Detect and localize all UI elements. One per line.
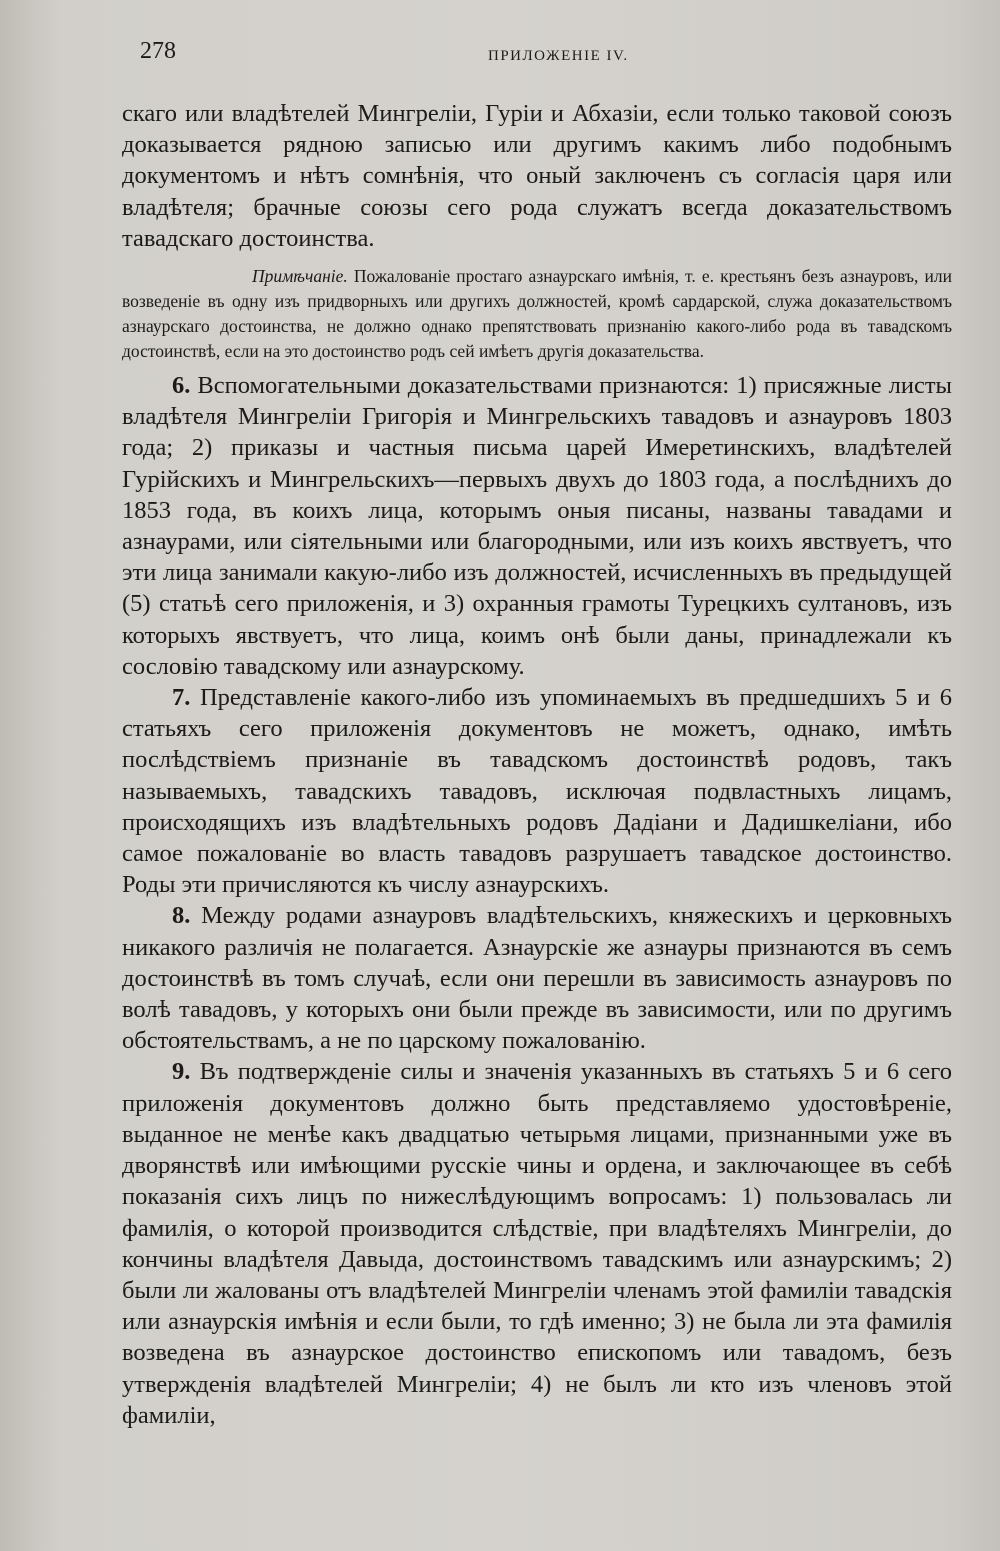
- note-label: Примѣчаніе.: [252, 266, 348, 287]
- section-text: Между родами азнауровъ владѣтельскихъ, княжескихъ и церковныхъ никакого различія не полагается. Азнаурскіе же азнауры признаются въ семъ достоинствѣ въ томъ случаѣ, если они перешли въ зависимость азнауровъ по волѣ тавадовъ, у которыхъ они были прежде въ зависимости, или по другимъ обстоятельствамъ, а не по царскому пожалованію.: [122, 902, 953, 1055]
- section-text: Вспомогательными доказательствами признаются: 1) присяжные листы владѣтеля Мингреліи Григорія и Мингрельскихъ тавадовъ и азнауровъ 1803 года; 2) приказы и частныя письма царей Имеретинскихъ, владѣтелей Гурійскихъ и Мингрельскихъ—первыхъ двухъ до 1803 года, а послѣднихъ до 1853 года, въ коихъ лица, которымъ оныя писаны, названы тавадами и азнаурами, или сіятельными или благородными, или изъ коихъ явствуетъ, что эти лица занимали какую-либо изъ должностей, исчисленныхъ въ предыдущей (5) статьѣ сего приложенія, и 3) охранныя грамоты Турецкихъ султановъ, изъ которыхъ явствуетъ, что лица, коимъ онѣ были даны, принадлежали къ сословію тавадскому или азнаурскому.: [122, 372, 953, 680]
- section-9: [122, 1056, 952, 1430]
- page-number: 278: [140, 38, 176, 64]
- section-number: 9.: [172, 1058, 191, 1086]
- section-6: [122, 370, 952, 682]
- note-text: Пожалованіе простаго азнаурскаго имѣнія, т. е. крестьянъ безъ азнауровъ, или возведеніе въ одну изъ придворныхъ или другихъ должностей, кромѣ сардарской, служа доказательствомъ азнаурскаго достоинства, не должно однако препятствовать признанію какого-либо рода въ тавадскомъ достоинствѣ, если на это достоинство родъ сей имѣетъ другія доказательства.: [122, 266, 952, 362]
- section-text: Въ подтвержденіе силы и значенія указанныхъ въ статьяхъ 5 и 6 сего приложенія документовъ должно быть представляемо удостовѣреніе, выданное не менѣе какъ двадцатью четырьмя лицами, признанными уже въ дворянствѣ или имѣющими русскіе чины и ордена, и заключающее въ себѣ показанія сихъ лицъ по нижеслѣдующимъ вопросамъ: 1) пользовалась ли фамилія, о которой производится слѣдствіе, при владѣтеляхъ Мингреліи, до кончины владѣтеля Давыда, достоинствомъ тавадскимъ или азнаурскимъ; 2) были ли жалованы отъ владѣтелей Мингреліи членамъ этой фамиліи тавадскія или азнаурскія имѣнія и если были, то гдѣ именно; 3) не была ли эта фамилія возведена въ азнаурское достоинство епископомъ или тавадомъ, безъ утвержденія владѣтелей Мингреліи; 4) не былъ ли кто изъ членовъ этой фамиліи,: [122, 1058, 952, 1429]
- section-number: 7.: [172, 684, 191, 712]
- page-body: [122, 98, 952, 1431]
- running-head: ПРИЛОЖЕНІЕ IV.: [488, 48, 629, 64]
- section-text: Представленіе какого-либо изъ упоминаемыхъ въ предшедшихъ 5 и 6 статьяхъ сего приложенія документовъ не можетъ, однако, имѣть послѣдствіемъ признаніе въ тавадскомъ достоинствѣ родовъ, такъ называемыхъ, тавадскихъ тавадовъ, исключая подвластныхъ лицамъ, происходящихъ изъ владѣтельныхъ родовъ Дадіани и Дадишкеліани, ибо самое пожалованіе во власть тавадовъ разрушаетъ тавадское достоинство. Роды эти причисляются къ числу азнаурскихъ.: [122, 684, 952, 899]
- section-8: [122, 900, 952, 1056]
- section-7: [122, 682, 952, 900]
- section-number: 6.: [172, 372, 191, 400]
- section-number: 8.: [172, 902, 191, 930]
- intro-paragraph: скаго или владѣтелей Мингреліи, Гуріи и Абхазіи, если только таковой союзъ доказывается рядною записью или другимъ какимъ либо подобнымъ документомъ и нѣтъ сомнѣнія, что оный заключенъ съ согласія царя или владѣтеля; брачные союзы сего рода служатъ всегда доказательствомъ тавадскаго достоинства.: [122, 100, 952, 252]
- page-header: [140, 38, 940, 78]
- footnote-remark: [122, 264, 952, 364]
